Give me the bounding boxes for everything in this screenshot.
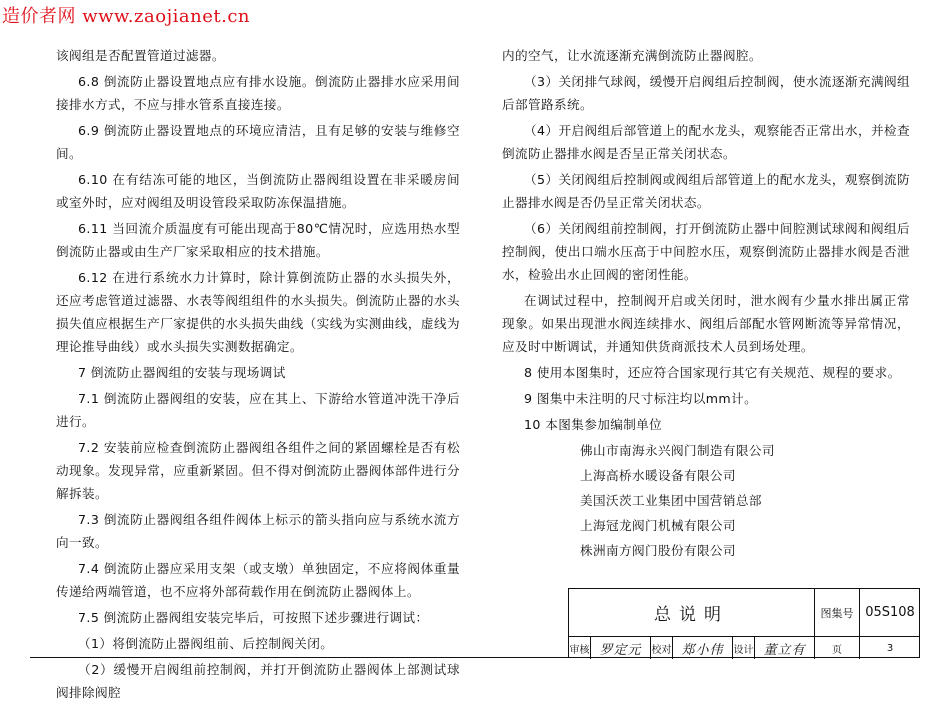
left-column xyxy=(56,44,460,707)
paragraph: （2）缓慢开启阀组前控制阀，并打开倒流防止器阀体上部测试球阀排除阀腔 xyxy=(56,662,460,700)
page-number: 3 xyxy=(886,642,894,654)
paragraph: 7.4 倒流防止器应采用支架（或支墩）单独固定，不应将阀体重量传递给两端管道，也不应将外部荷载作用在倒流防止器阀体上。 xyxy=(56,561,460,599)
paragraph: 6.10 在有结冻可能的地区，当倒流防止器阀组设置在非采暖房间或室外时，应对阀组及明设管段采取防冻保温措施。 xyxy=(56,172,460,210)
paragraph: 6.11 当回流介质温度有可能出现高于80℃情况时，应选用热水型倒流防止器或由生产厂家采取相应的技术措施。 xyxy=(56,221,460,259)
atlas-number-label: 图集号 xyxy=(815,589,860,636)
title-block xyxy=(568,588,920,658)
participating-unit: 株洲南方阀门股份有限公司 xyxy=(580,543,736,558)
paragraph: （5）关闭阀组后控制阀或阀组后部管道上的配水龙头，观察倒流防止器排水阀是否仍呈正常关闭状态。 xyxy=(502,172,910,210)
paragraph: （4）开启阀组后部管道上的配水龙头，观察能否正常出水，并检查倒流防止器排水阀是否呈正常关闭状态。 xyxy=(502,123,910,161)
page-label: 页 xyxy=(815,637,860,659)
participating-unit: 上海高桥水暖设备有限公司 xyxy=(580,468,736,483)
paragraph: （1）将倒流防止器阀组前、后控制阀关闭。 xyxy=(78,636,334,651)
check-signature: 郑小伟 xyxy=(673,637,733,659)
paragraph: 10 本图集参加编制单位 xyxy=(524,417,663,432)
participating-unit: 美国沃茨工业集团中国营销总部 xyxy=(580,493,762,508)
paragraph: 6.9 倒流防止器设置地点的环境应清洁，且有足够的安装与维修空间。 xyxy=(56,123,460,161)
drawing-title: 总说明 xyxy=(569,589,815,636)
paragraph: 6.8 倒流防止器设置地点应有排水设施。倒流防止器排水应采用间接排水方式，不应与排水管系直接连接。 xyxy=(56,74,460,112)
paragraph: （6）关闭阀组前控制阀，打开倒流防止器中间腔测试球阀和阀组后控制阀，使出口端水压高于中间腔水压，观察倒流防止器排水阀是否泄水，检验出水止回阀的密闭性能。 xyxy=(502,221,910,282)
paragraph: 8 使用本图集时，还应符合国家现行其它有关规范、规程的要求。 xyxy=(524,365,901,380)
review-signature: 罗定元 xyxy=(591,637,651,659)
paragraph: （3）关闭排气球阀，缓慢开启阀组后控制阀，使水流逐渐充满阀组后部管路系统。 xyxy=(502,74,910,112)
design-label: 设计 xyxy=(733,637,755,659)
paragraph: 9 图集中未注明的尺寸标注均以mm计。 xyxy=(524,391,758,406)
watermark-text: 造价者网 www.zaojianet.cn xyxy=(2,6,251,27)
paragraph: 6.12 在进行系统水力计算时，除计算倒流防止器的水头损失外，还应考虑管道过滤器、水表等阀组组件的水头损失。倒流防止器的水头损失值应根据生产厂家提供的水头损失曲线（实线为实测曲线，虚线为理论推导曲线）或水头损失实测数据确定。 xyxy=(56,270,460,354)
check-label: 校对 xyxy=(651,637,673,659)
paragraph: 7 倒流防止器阀组的安装与现场调试 xyxy=(78,365,286,380)
review-label: 审核 xyxy=(569,637,591,659)
bottom-border-line xyxy=(30,657,920,658)
paragraph: 在调试过程中，控制阀开启或关闭时，泄水阀有少量水排出属正常现象。如果出现泄水阀连续排水、阀组后部配水管网断流等异常情况，应及时中断调试，并通知供货商派技术人员到场处理。 xyxy=(502,293,910,354)
paragraph: 该阀组是否配置管道过滤器。 xyxy=(56,48,225,63)
paragraph: 7.2 安装前应检查倒流防止器阀组各组件之间的紧固螺栓是否有松动现象。发现异常，应重新紧固。但不得对倒流防止器阀体部件进行分解拆装。 xyxy=(56,440,460,501)
participating-units-list xyxy=(502,439,910,562)
design-signature: 董立有 xyxy=(755,637,815,659)
right-column xyxy=(502,44,910,564)
participating-unit: 上海冠龙阀门机械有限公司 xyxy=(580,518,736,533)
participating-unit: 佛山市南海永兴阀门制造有限公司 xyxy=(580,443,775,458)
paragraph: 7.5 倒流防止器阀组安装完毕后，可按照下述步骤进行调试： xyxy=(78,610,429,625)
paragraph: 内的空气，让水流逐渐充满倒流防止器阀腔。 xyxy=(502,48,762,63)
atlas-number: 05S108 xyxy=(865,605,915,620)
paragraph: 7.3 倒流防止器阀组各组件阀体上标示的箭头指向应与系统水流方向一致。 xyxy=(56,512,460,550)
paragraph: 7.1 倒流防止器阀组的安装，应在其上、下游给水管道冲洗干净后进行。 xyxy=(56,391,460,429)
